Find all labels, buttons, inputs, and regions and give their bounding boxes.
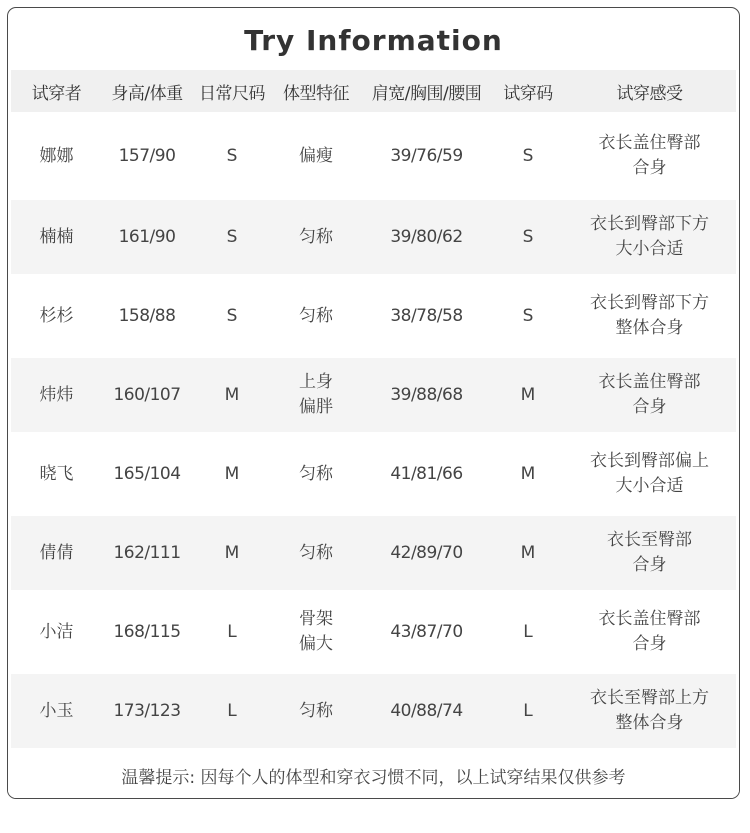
column-header-tester: 试穿者 [11, 70, 102, 112]
body-type [272, 674, 360, 748]
column-header-body-type: 体型特征 [272, 70, 360, 112]
fit-feeling-line: 衣长盖住臀部 [598, 609, 701, 629]
body-type-line: 匀称 [299, 463, 333, 484]
body-type-line: 上身 [299, 372, 333, 392]
height-weight: 160/107 [102, 358, 192, 432]
daily-size: S [192, 274, 272, 358]
fit-feeling [563, 358, 736, 432]
body-type-line: 匀称 [299, 700, 333, 721]
daily-size: L [192, 590, 272, 674]
fit-feeling-line: 衣长至臀部 [607, 530, 692, 550]
column-header-try-size: 试穿码 [493, 70, 563, 112]
fit-feeling [563, 674, 736, 748]
measurements: 39/80/62 [360, 200, 493, 274]
daily-size: M [192, 358, 272, 432]
daily-size: S [192, 112, 272, 200]
height-weight: 168/115 [102, 590, 192, 674]
fit-feeling [563, 200, 736, 274]
fit-feeling-line: 合身 [632, 397, 667, 417]
body-type-line: 偏大 [299, 634, 333, 654]
try-size: M [493, 516, 563, 590]
fit-feeling [563, 112, 736, 200]
fit-feeling-line: 合身 [632, 634, 667, 654]
try-size: L [493, 590, 563, 674]
body-type [272, 516, 360, 590]
fit-feeling-line: 衣长到臀部偏上 [590, 451, 709, 471]
table-row [11, 274, 736, 358]
try-size: S [493, 200, 563, 274]
body-type [272, 432, 360, 516]
daily-size: M [192, 516, 272, 590]
height-weight: 162/111 [102, 516, 192, 590]
fit-feeling [563, 432, 736, 516]
try-size: S [493, 274, 563, 358]
table-header [11, 70, 736, 112]
column-header-feeling: 试穿感受 [563, 70, 736, 112]
tester-name: 小洁 [11, 590, 102, 674]
table-body [11, 112, 736, 748]
try-size: M [493, 432, 563, 516]
table-row [11, 358, 736, 432]
table-row [11, 516, 736, 590]
body-type [272, 358, 360, 432]
try-size: M [493, 358, 563, 432]
table-row [11, 674, 736, 748]
try-size: L [493, 674, 563, 748]
header-row [11, 70, 736, 112]
height-weight: 173/123 [102, 674, 192, 748]
body-type-line: 偏瘦 [299, 145, 333, 166]
body-type-line: 匀称 [299, 542, 333, 563]
try-size: S [493, 112, 563, 200]
body-type [272, 200, 360, 274]
measurements: 39/88/68 [360, 358, 493, 432]
column-header-measurements: 肩宽/胸围/腰围 [360, 70, 493, 112]
try-on-table [11, 70, 736, 748]
tester-name: 晓飞 [11, 432, 102, 516]
fit-feeling-line: 衣长到臀部下方 [590, 293, 709, 313]
fit-feeling-line: 衣长盖住臀部 [598, 133, 701, 153]
body-type-line: 骨架 [299, 609, 333, 629]
daily-size: S [192, 200, 272, 274]
tester-name: 娜娜 [11, 112, 102, 200]
body-type [272, 590, 360, 674]
fit-feeling-line: 合身 [632, 555, 667, 575]
fit-feeling-line: 衣长到臀部下方 [590, 214, 709, 234]
measurements: 42/89/70 [360, 516, 493, 590]
measurements: 39/76/59 [360, 112, 493, 200]
measurements: 41/81/66 [360, 432, 493, 516]
column-header-height-weight: 身高/体重 [102, 70, 192, 112]
table-row [11, 432, 736, 516]
fit-feeling [563, 516, 736, 590]
fit-feeling-line: 整体合身 [615, 713, 684, 733]
reminder-note: 温馨提示: 因每个人的体型和穿衣习惯不同，以上试穿结果仅供参考 [8, 752, 739, 798]
try-information-card [7, 7, 740, 799]
height-weight: 161/90 [102, 200, 192, 274]
measurements: 43/87/70 [360, 590, 493, 674]
fit-feeling-line: 整体合身 [615, 318, 684, 338]
body-type-line: 匀称 [299, 226, 333, 247]
daily-size: M [192, 432, 272, 516]
body-type-line: 偏胖 [299, 397, 333, 417]
tester-name: 炜炜 [11, 358, 102, 432]
height-weight: 157/90 [102, 112, 192, 200]
fit-feeling-line: 衣长盖住臀部 [598, 372, 701, 392]
table-row [11, 112, 736, 200]
measurements: 40/88/74 [360, 674, 493, 748]
tester-name: 小玉 [11, 674, 102, 748]
fit-feeling [563, 274, 736, 358]
table-row [11, 200, 736, 274]
height-weight: 158/88 [102, 274, 192, 358]
tester-name: 倩倩 [11, 516, 102, 590]
measurements: 38/78/58 [360, 274, 493, 358]
fit-feeling-line: 衣长至臀部上方 [590, 688, 709, 708]
fit-feeling-line: 大小合适 [615, 476, 684, 496]
page-title: Try Information [244, 23, 503, 57]
body-type-line: 匀称 [299, 305, 333, 326]
body-type [272, 274, 360, 358]
fit-feeling-line: 大小合适 [615, 239, 684, 259]
column-header-daily-size: 日常尺码 [192, 70, 272, 112]
daily-size: L [192, 674, 272, 748]
tester-name: 杉杉 [11, 274, 102, 358]
fit-feeling [563, 590, 736, 674]
fit-feeling-line: 合身 [632, 158, 667, 178]
table-row [11, 590, 736, 674]
tester-name: 楠楠 [11, 200, 102, 274]
height-weight: 165/104 [102, 432, 192, 516]
body-type [272, 112, 360, 200]
